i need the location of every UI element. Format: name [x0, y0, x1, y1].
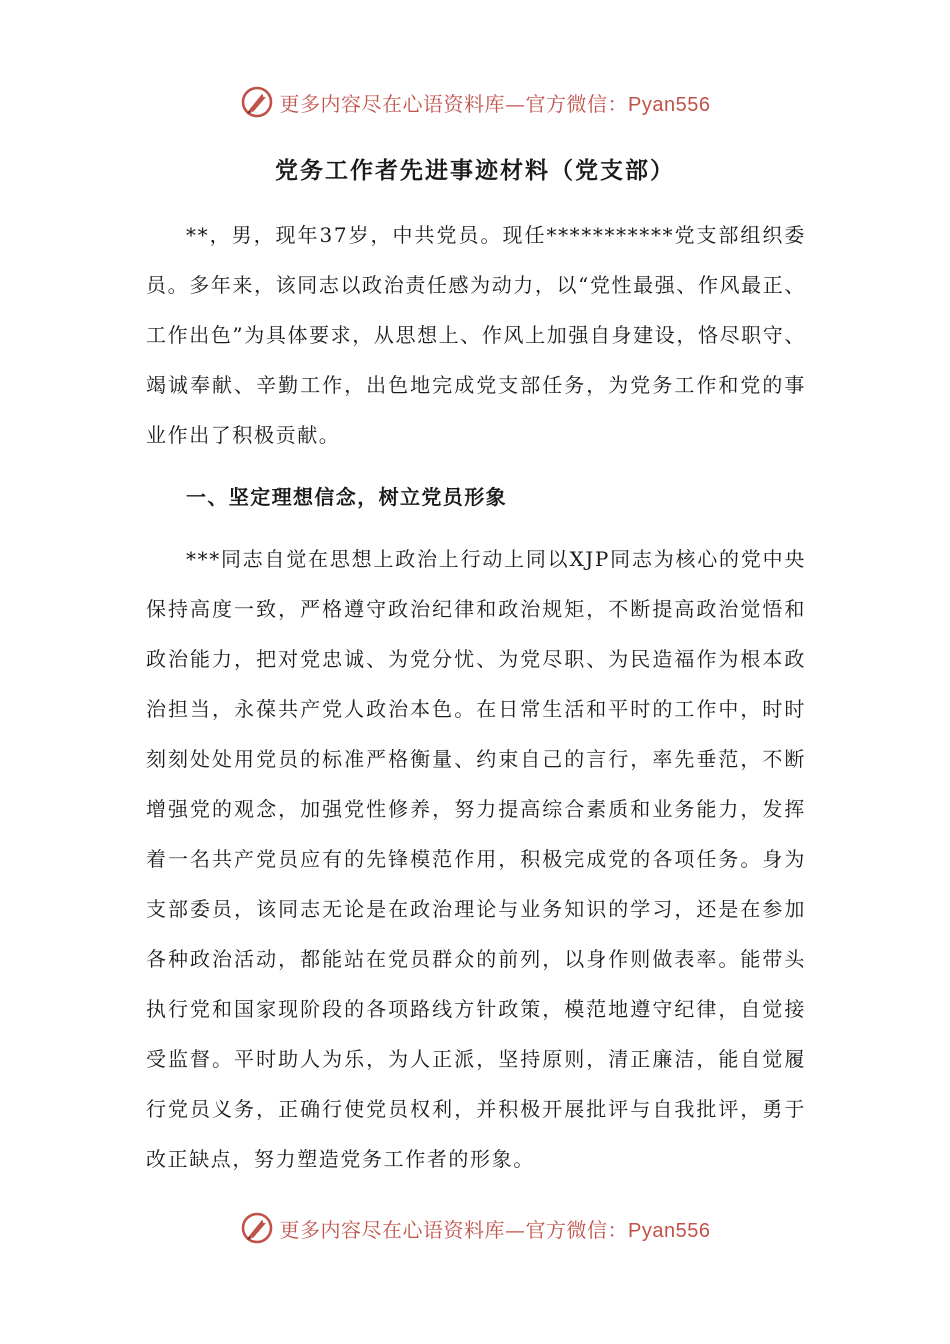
- banner-text: [280, 88, 711, 117]
- document-title: 党务工作者先进事迹材料（党支部）: [275, 157, 675, 184]
- header-banner: [0, 82, 950, 122]
- footer-banner: [0, 1208, 950, 1248]
- document-body: [146, 210, 806, 1184]
- pen-logo-icon: [240, 85, 274, 119]
- wechat-id: Pyan556: [628, 1219, 711, 1242]
- intro-paragraph: **，男，现年37岁，中共党员。现任***********党支部组织委员。多年来，该同志以政治责任感为动力，以“党性最强、作风最正、工作出色”为具体要求，从思想上、作风上加强自身建设，恪尽职守、竭诚奉献、辛勤工作，出色地完成党支部任务，为党务工作和党的事业作出了积极贡献。: [146, 223, 806, 447]
- pen-logo-icon: [240, 1211, 274, 1245]
- banner-prefix: 更多内容尽在心语资料库—官方微信：: [279, 91, 629, 116]
- banner-prefix: 更多内容尽在心语资料库—官方微信：: [279, 1217, 629, 1242]
- banner-text: [280, 1214, 711, 1243]
- wechat-id: Pyan556: [628, 93, 711, 116]
- section-paragraph: ***同志自觉在思想上政治上行动上同以XJP同志为核心的党中央保持高度一致，严格遵守政治纪律和政治规矩，不断提高政治觉悟和政治能力，把对党忠诚、为党分忧、为党尽职、为民造福作为根本政治担当，永葆共产党人政治本色。在日常生活和平时的工作中，时时刻刻处处用党员的标准严格衡量、约束自己的言行，率先垂范，不断增强党的观念，加强党性修养，努力提高综合素质和业务能力，发挥着一名共产党员应有的先锋模范作用，积极完成党的各项任务。身为支部委员，该同志无论是在政治理论与业务知识的学习，还是在参加各种政治活动，都能站在党员群众的前列，以身作则做表率。能带头执行党和国家现阶段的各项路线方针政策，模范地遵守纪律，自觉接受监督。平时助人为乐，为人正派，坚持原则，清正廉洁，能自觉履行党员义务，正确行使党员权利，并积极开展批评与自我批评，勇于改正缺点，努力塑造党务工作者的形象。: [146, 547, 806, 1171]
- section-heading: 一、坚定理想信念，树立党员形象: [186, 485, 507, 509]
